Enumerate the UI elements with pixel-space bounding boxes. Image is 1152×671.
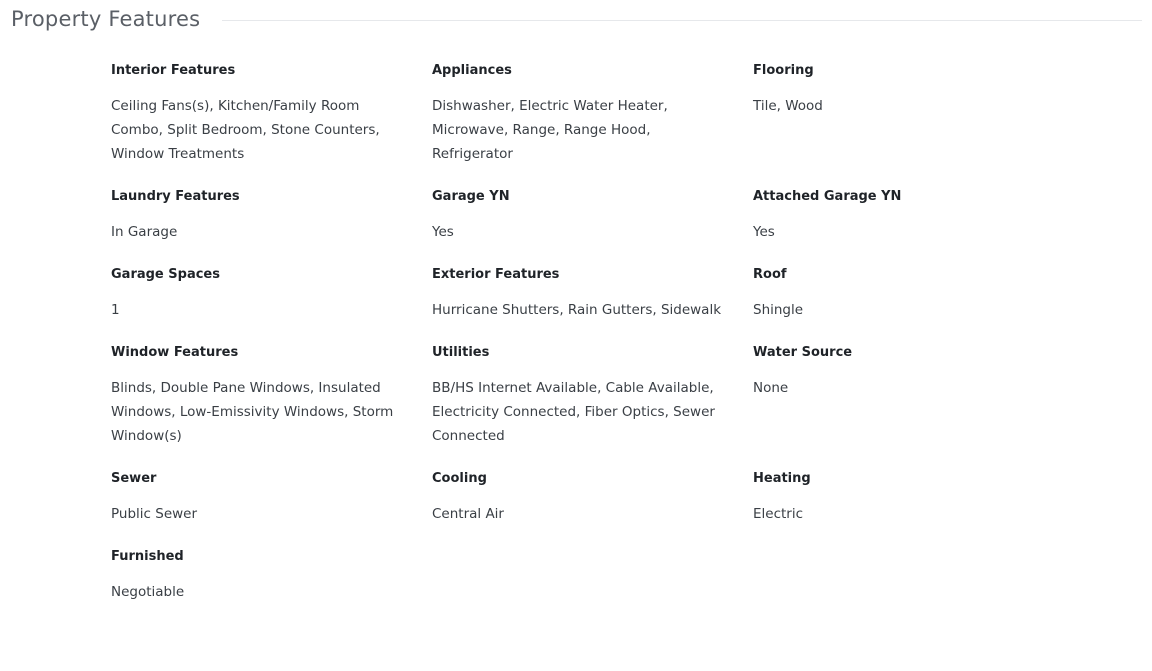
- feature-value: In Garage: [111, 224, 178, 240]
- feature-label: Water Source: [753, 345, 853, 360]
- feature-value: Public Sewer: [111, 506, 198, 522]
- feature-value: Tile, Wood: [753, 98, 823, 114]
- feature-label: Sewer: [111, 471, 157, 486]
- feature-heating: [753, 470, 1053, 548]
- feature-label: Heating: [753, 471, 811, 486]
- feature-label: Interior Features: [111, 63, 236, 78]
- feature-cooling: [432, 470, 753, 548]
- feature-laundry-features: [111, 188, 432, 266]
- feature-water-source: [753, 344, 1053, 470]
- feature-value: Yes: [432, 224, 454, 240]
- feature-window-features: [111, 344, 432, 470]
- feature-value: Dishwasher, Electric Water Heater, Microwave, Range, Range Hood, Refrigerator: [432, 98, 668, 162]
- feature-value: Ceiling Fans(s), Kitchen/Family Room Combo, Split Bedroom, Stone Counters, Window Treatments: [111, 98, 380, 162]
- feature-value: 1: [111, 302, 120, 318]
- feature-label: Garage Spaces: [111, 267, 220, 282]
- feature-value: BB/HS Internet Available, Cable Available, Electricity Connected, Fiber Optics, Sewer Connected: [432, 380, 715, 444]
- feature-roof: [753, 266, 1053, 344]
- feature-sewer: [111, 470, 432, 548]
- feature-interior-features: [111, 62, 432, 188]
- feature-value: Yes: [753, 224, 775, 240]
- features-grid: [111, 62, 1111, 626]
- feature-label: Attached Garage YN: [753, 189, 902, 204]
- feature-value: Hurricane Shutters, Rain Gutters, Sidewalk: [432, 302, 722, 318]
- feature-label: Garage YN: [432, 189, 510, 204]
- feature-label: Appliances: [432, 63, 512, 78]
- feature-attached-garage-yn: [753, 188, 1053, 266]
- feature-flooring: [753, 62, 1053, 188]
- feature-label: Roof: [753, 267, 787, 282]
- feature-value: Shingle: [753, 302, 804, 318]
- feature-value: Electric: [753, 506, 804, 522]
- feature-label: Utilities: [432, 345, 490, 360]
- feature-label: Laundry Features: [111, 189, 240, 204]
- feature-furnished: [111, 548, 432, 626]
- feature-label: Furnished: [111, 549, 184, 564]
- feature-label: Cooling: [432, 471, 487, 486]
- feature-label: Flooring: [753, 63, 814, 78]
- feature-appliances: [432, 62, 753, 188]
- feature-label: Window Features: [111, 345, 239, 360]
- property-features-header: [11, 4, 1142, 34]
- feature-label: Exterior Features: [432, 267, 560, 282]
- section-divider: [222, 20, 1142, 21]
- feature-value: Central Air: [432, 506, 504, 522]
- feature-value: None: [753, 380, 789, 396]
- feature-exterior-features: [432, 266, 753, 344]
- feature-garage-spaces: [111, 266, 432, 344]
- feature-garage-yn: [432, 188, 753, 266]
- feature-value: Blinds, Double Pane Windows, Insulated Windows, Low-Emissivity Windows, Storm Window(s): [111, 380, 394, 444]
- feature-utilities: [432, 344, 753, 470]
- section-title: Property Features: [11, 7, 201, 31]
- feature-value: Negotiable: [111, 584, 185, 600]
